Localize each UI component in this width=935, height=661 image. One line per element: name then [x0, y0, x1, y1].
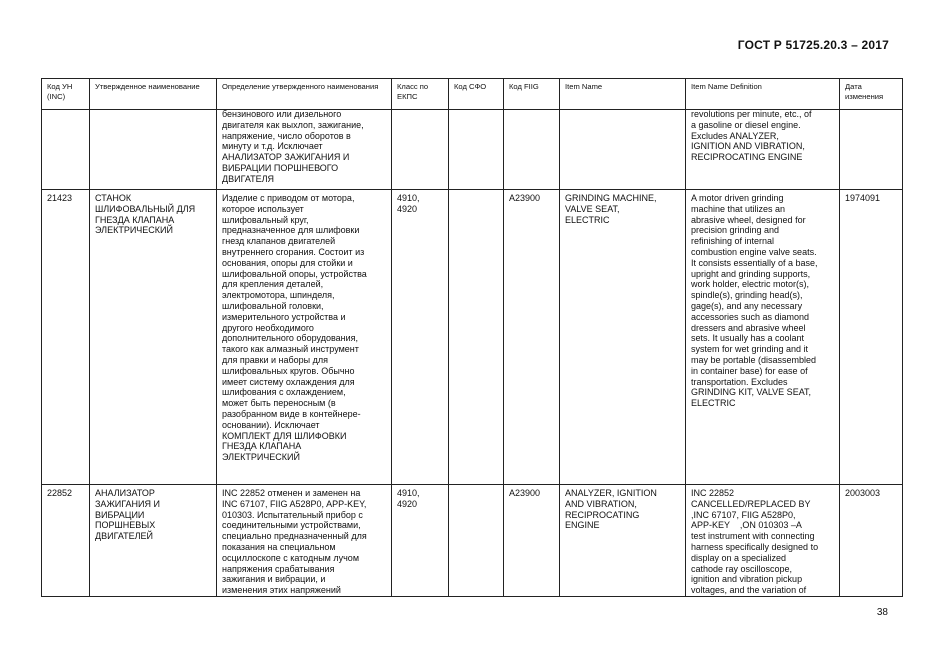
cell-item-definition: revolutions per minute, etc., of a gasoline or diesel engine. Excludes ANALYZER, IGNITION AND VIBRATION, RECIPROCATING ENGINE [686, 110, 840, 190]
cell-date [840, 110, 903, 190]
col-header-item-definition: Item Name Definition [686, 79, 840, 110]
col-header-inc: Код УН (INC) [42, 79, 90, 110]
col-header-definition-ru: Определение утвержденного наименования [217, 79, 392, 110]
cell-class: 4910, 4920 [392, 190, 449, 485]
document-header: ГОСТ Р 51725.20.3 – 2017 [737, 38, 889, 52]
col-header-class: Класс по ЕКПС [392, 79, 449, 110]
table-header-row [42, 79, 903, 110]
cell-item-definition: INC 22852 CANCELLED/REPLACED BY ,INC 67107, FIIG A528P0, APP-KEY ,ON 010303 –A test instrument with connecting harness specifically designed to display on a specialized cathode ray oscilloscope, ignition and vibration pickup voltages, and the variation of [686, 485, 840, 597]
cell-item-name: GRINDING MACHINE, VALVE SEAT, ELECTRIC [560, 190, 686, 485]
cell-sfo [449, 190, 504, 485]
col-header-fiig: Код FIIG [504, 79, 560, 110]
table-row [42, 485, 903, 597]
cell-definition-ru: бензинового или дизельного двигателя как выхлоп, зажигание, напряжение, число оборотов в минуту и т.д. Исключает АНАЛИЗАТОР ЗАЖИГАНИЯ И ВИБРАЦИИ ПОРШНЕВОГО ДВИГАТЕЛЯ [217, 110, 392, 190]
cell-item-name: ANALYZER, IGNITION AND VIBRATION, RECIPROCATING ENGINE [560, 485, 686, 597]
cell-item-definition: A motor driven grinding machine that utilizes an abrasive wheel, designed for precision grinding and refinishing of internal combustion engine valve seats. It consists essentially of a base, upright and grinding supports, work holder, electric motor(s), spindle(s), grinding head(s), gage(s), and any necessary accessories such as diamond dressers and abrasive wheel sets. It usually has a coolant system for wet grinding and it may be portable (disassembled in container base) for ease of transportation. Excludes GRINDING KIT, VALVE SEAT, ELECTRIC [686, 190, 840, 485]
cell-inc: 22852 [42, 485, 90, 597]
col-header-date: Дата изменения [840, 79, 903, 110]
cell-item-name [560, 110, 686, 190]
cell-date: 1974091 [840, 190, 903, 485]
cell-sfo [449, 110, 504, 190]
cell-name-ru: АНАЛИЗАТОР ЗАЖИГАНИЯ И ВИБРАЦИИ ПОРШНЕВЫХ ДВИГАТЕЛЕЙ [90, 485, 217, 597]
cell-fiig [504, 110, 560, 190]
cell-inc [42, 110, 90, 190]
page-number: 38 [876, 607, 888, 618]
catalog-table [41, 78, 903, 597]
cell-class [392, 110, 449, 190]
cell-fiig: A23900 [504, 485, 560, 597]
cell-definition-ru: Изделие с приводом от мотора, которое использует шлифовальный круг, предназначенное для шлифовки гнезд клапанов двигателей внутреннего сгорания. Состоит из основания, опоры для стойки и шлифовальной опоры, устройства для крепления деталей, электромотора, шпинделя, шлифовальной головки, измерительного устройства и другого необходимого дополнительного оборудования, такого как алмазный инструмент для правки и наборы для шлифовальных кругов. Обычно имеет систему охлаждения для шлифования с охлаждением, может быть переносным (в разобранном виде в контейнере- основании). Исключает КОМПЛЕКТ ДЛЯ ШЛИФОВКИ ГНЕЗДА КЛАПАНА ЭЛЕКТРИЧЕСКИЙ [217, 190, 392, 485]
cell-date: 2003003 [840, 485, 903, 597]
cell-definition-ru: INC 22852 отменен и заменен на INC 67107, FIIG A528P0, APP-KEY, 010303. Испытательный прибор с соединительными устройствами, специально предназначенный для показания на специальном осциллоскопе с катодным лучом напряжения срабатывания зажигания и вибрации, и изменения этих напряжений [217, 485, 392, 597]
col-header-name-ru: Утвержденное наименование [90, 79, 217, 110]
cell-sfo [449, 485, 504, 597]
table-row [42, 190, 903, 485]
col-header-item-name: Item Name [560, 79, 686, 110]
cell-name-ru: СТАНОК ШЛИФОВАЛЬНЫЙ ДЛЯ ГНЕЗДА КЛАПАНА ЭЛЕКТРИЧЕСКИЙ [90, 190, 217, 485]
cell-name-ru [90, 110, 217, 190]
cell-fiig: A23900 [504, 190, 560, 485]
cell-class: 4910, 4920 [392, 485, 449, 597]
cell-inc: 21423 [42, 190, 90, 485]
table-row [42, 110, 903, 190]
col-header-sfo: Код СФО [449, 79, 504, 110]
